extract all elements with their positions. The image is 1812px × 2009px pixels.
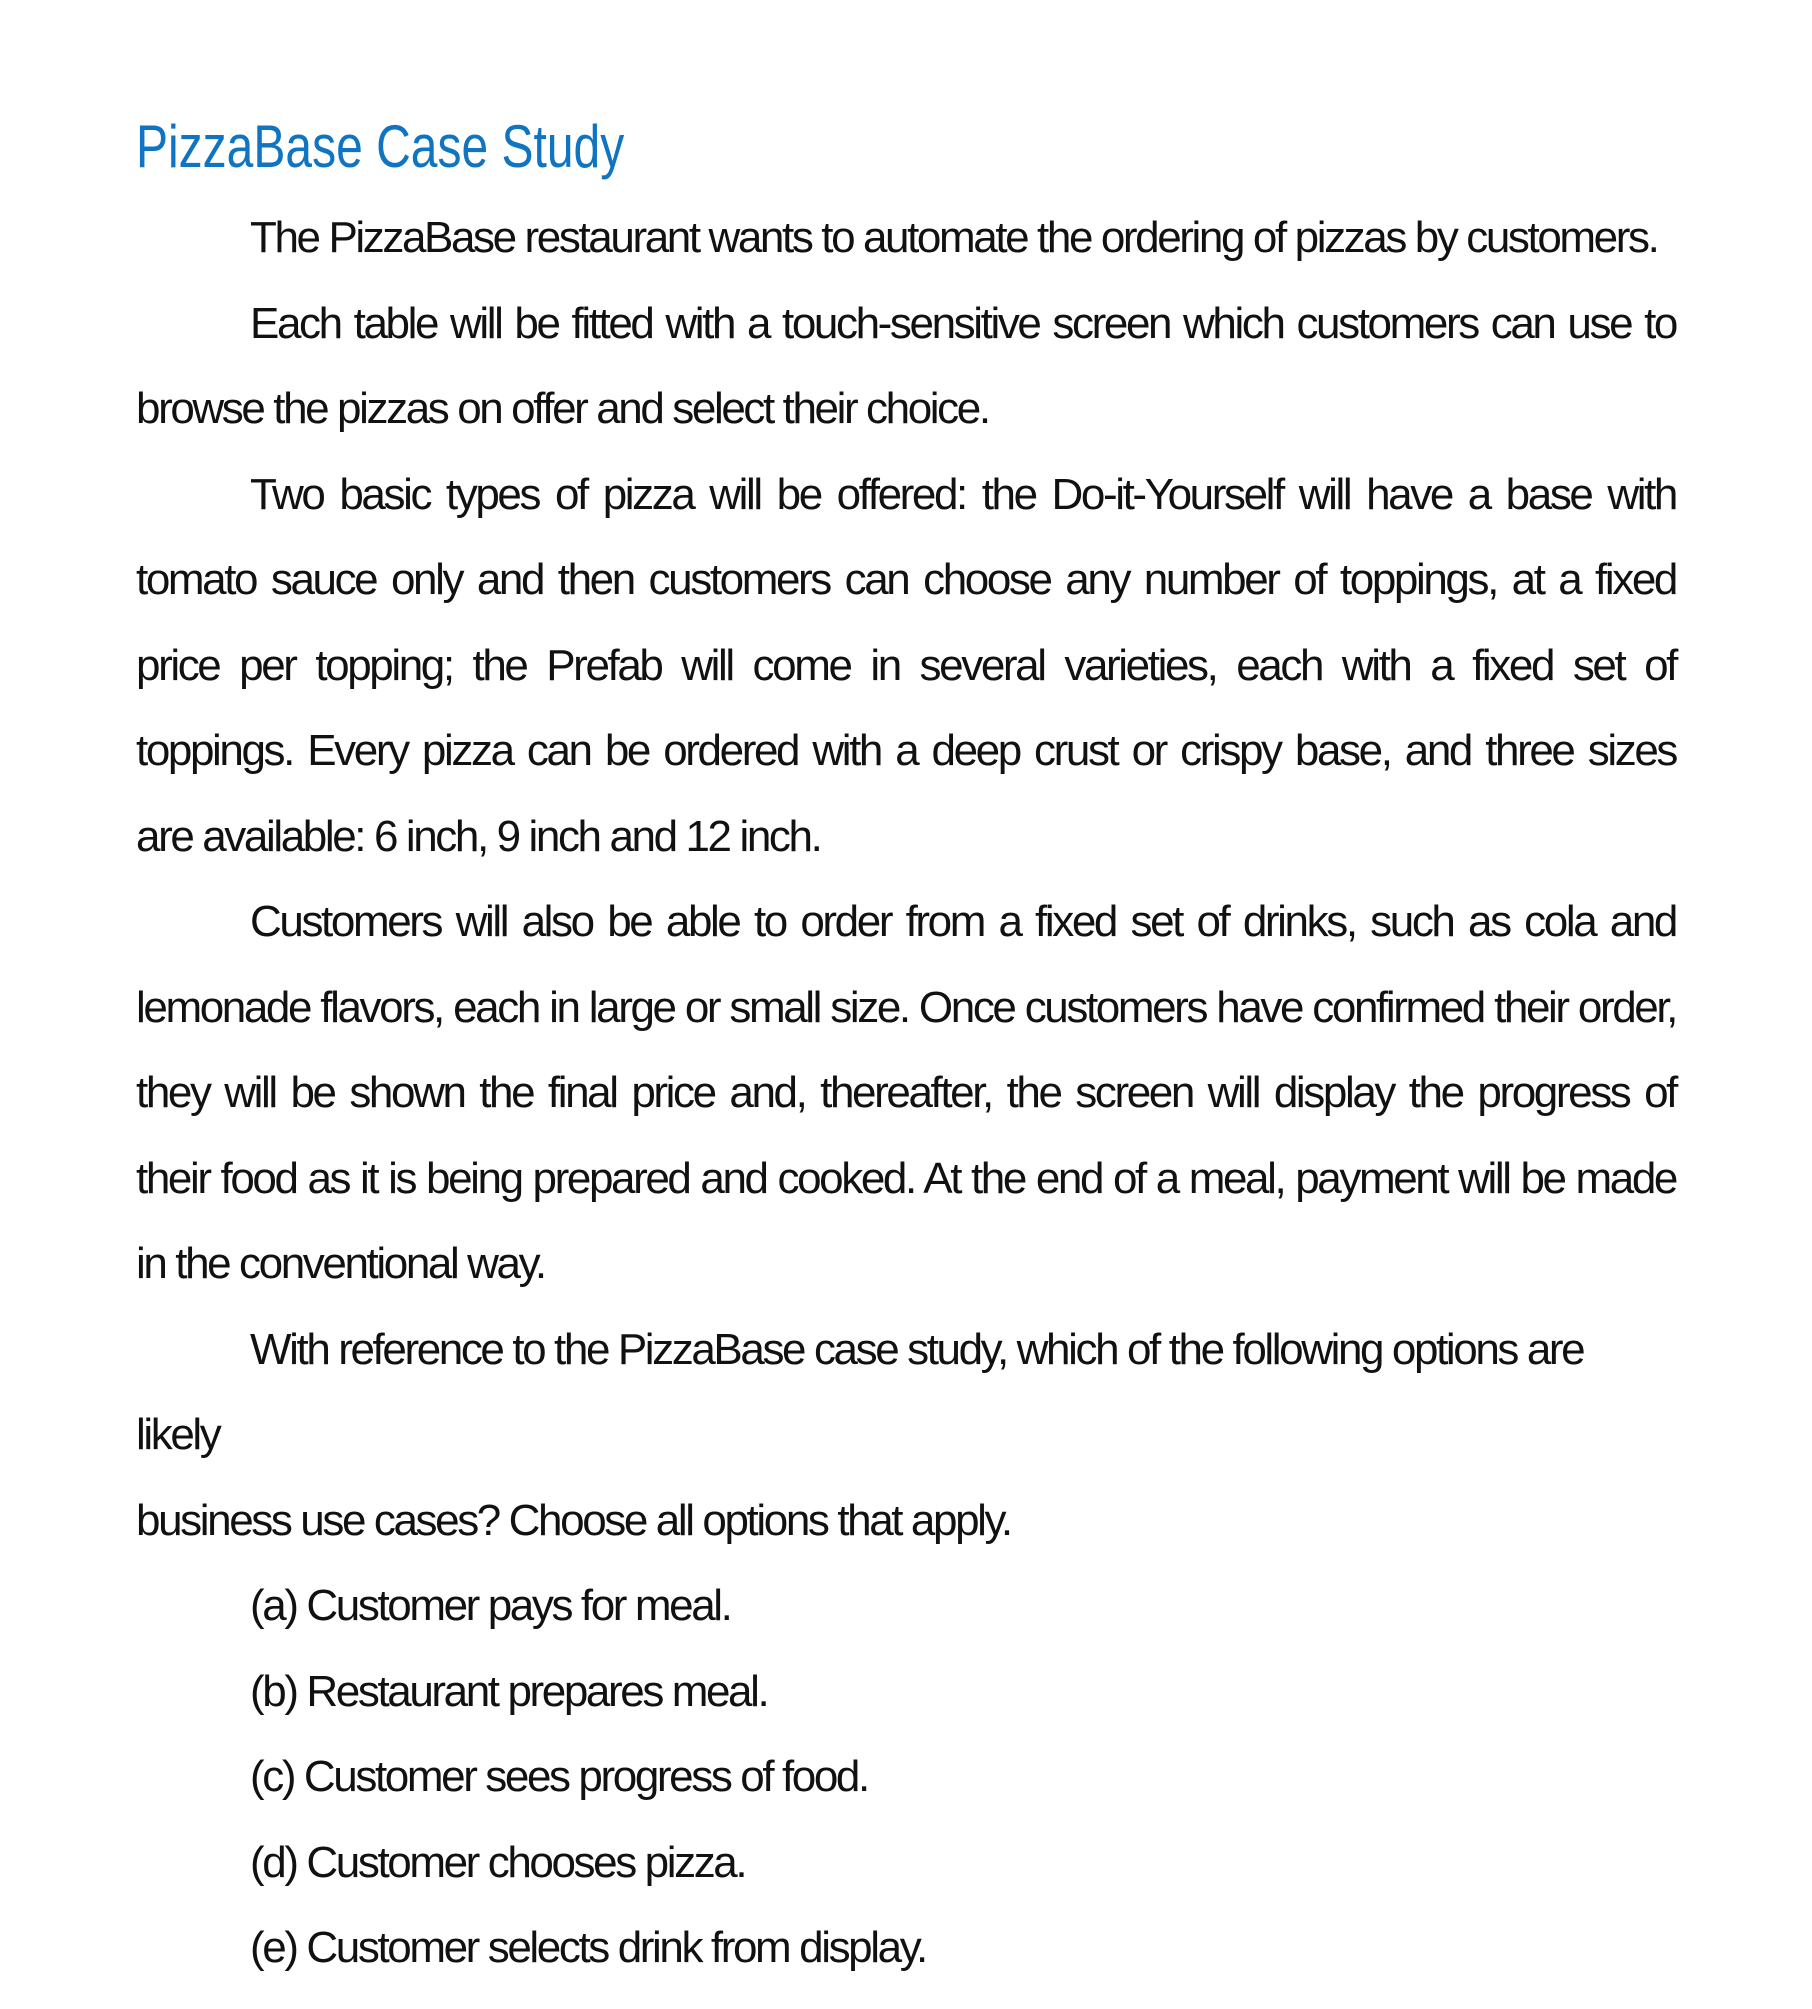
paragraph-drinks-and-payment: Customers will also be able to order from a fixed set of drinks, such as cola and lemonade flavors, each in large or small size. Once customers have confirmed their order, they will be shown the final price and, thereafter, the screen will display the progress of their food as it is being prepared and cooked. At the end of a meal, payment will be made in the conventional way. [136,897,1676,1288]
paragraph-pizza-types: Two basic types of pizza will be offered: the Do-it-Yourself will have a base with tomato sauce only and then customers can choose any number of toppings, at a fixed price per topping; the Prefab will come in several varieties, each with a fixed set of toppings. Every pizza can be ordered with a deep crust or crispy base, and three sizes are available: 6 inch, 9 inch and 12 inch. [136,469,1676,861]
option-b: (b) Restaurant prepares meal. [250,1666,768,1716]
document-body [136,195,1676,1991]
document-title: PizzaBase Case Study [136,113,625,180]
option-d: (d) Customer chooses pizza. [250,1837,746,1887]
answer-options [136,1563,1676,1991]
option-c: (c) Customer sees progress of food. [250,1752,868,1801]
paragraph-intro: The PizzaBase restaurant wants to automate the ordering of pizzas by customers. [250,213,1658,262]
option-e: (e) Customer selects drink from display. [250,1923,926,1972]
question-line-1: With reference to the PizzaBase case study, which of the following options are likely [136,1324,1584,1459]
paragraph-touch-screen: Each table will be fitted with a touch-sensitive screen which customers can use to browse the pizzas on offer and select their choice. [136,298,1676,433]
option-a: (a) Customer pays for meal. [250,1581,731,1630]
question-line-2: business use cases? Choose all options that apply. [136,1495,1011,1545]
question-prompt [136,1307,1676,1564]
